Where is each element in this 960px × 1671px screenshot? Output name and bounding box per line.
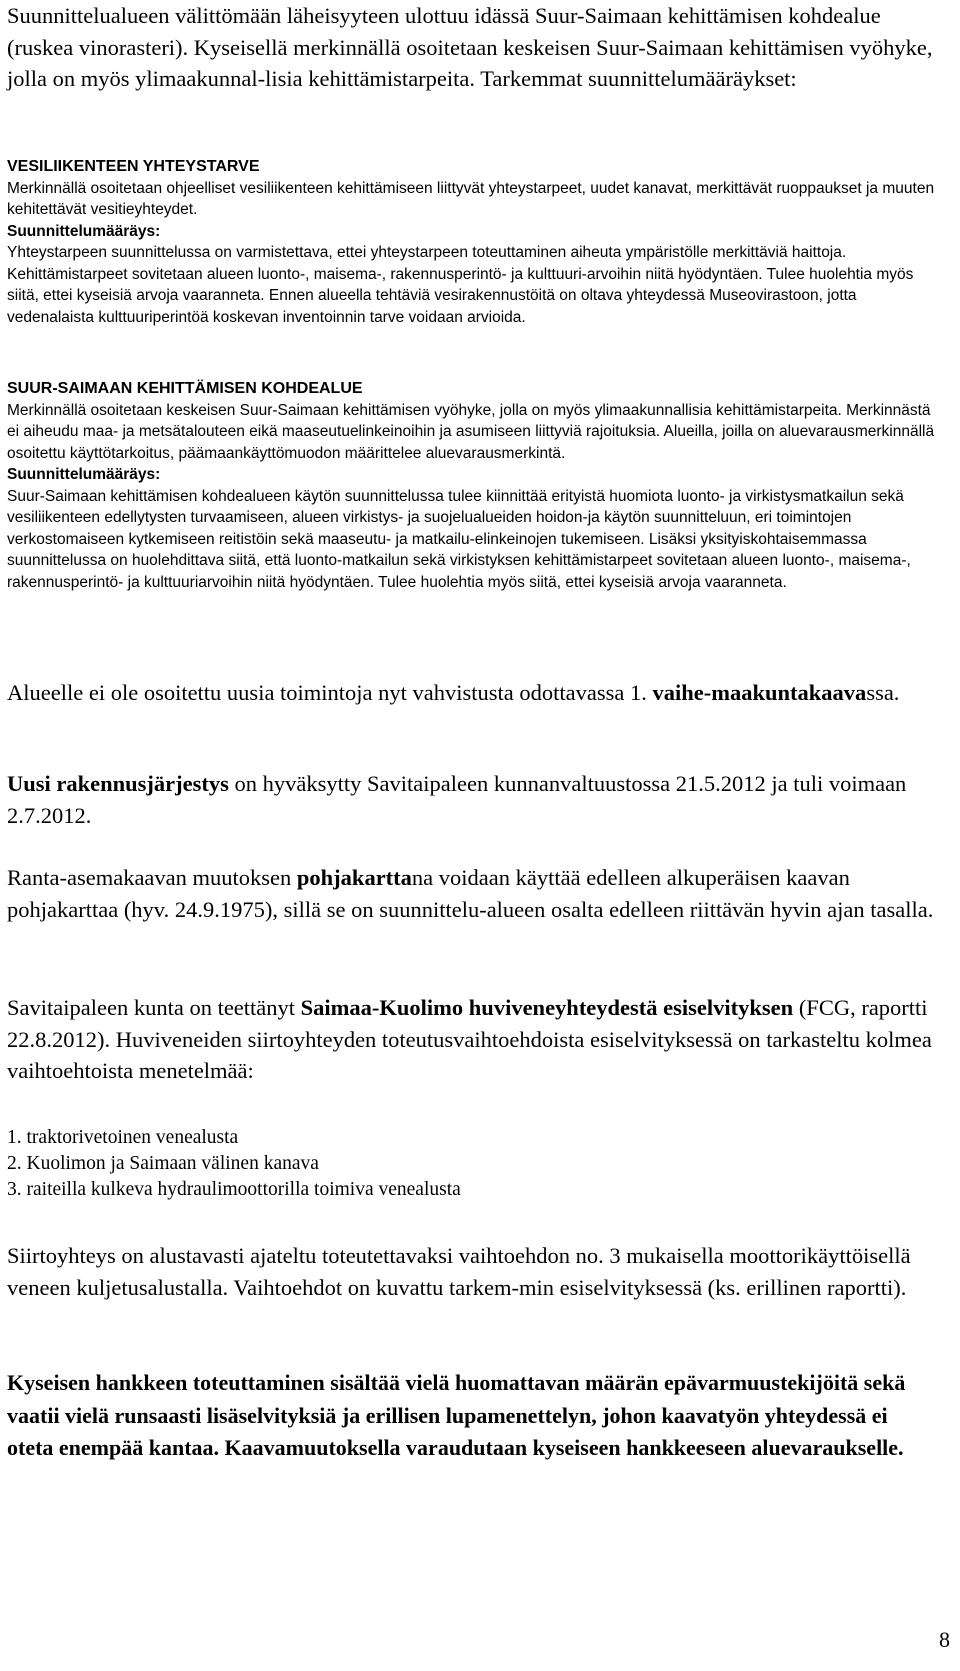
list-item: 1. traktorivetoinen venealusta [7, 1127, 239, 1148]
paragraph-pohjakartta: Ranta-asemakaavan muutoksen pohjakarttana voidaan käyttää edelleen alkuperäisen kaavan pohjakarttaa (hyv. 24.9.1975), sillä se on suunnittelu-alueen osalta edelleen riittävän hyvin ajan tasalla. [7, 865, 934, 922]
emphasis-vaihemaakuntakaava: vaihe-maakuntakaava [652, 680, 867, 705]
list-item: 2. Kuolimon ja Saimaan välinen kanava [7, 1153, 319, 1174]
paragraph-siirtoyhteys: Siirtoyhteys on alustavasti ajateltu toteutettavaksi vaihtoehdon no. 3 mukaisella moottorikäyttöisellä veneen kuljetusalustalla. Vaihtoehdot on kuvattu tarkem-min esiselvityksessä (ks. erillinen raportti). [7, 1243, 911, 1300]
section-heading-suur-saimaa: SUUR-SAIMAAN KEHITTÄMISEN KOHDEALUE [7, 380, 363, 397]
section-suur-saimaa [7, 378, 942, 593]
paragraph-vaihemaakuntakaava: Alueelle ei ole osoitettu uusia toimintoja nyt vahvistusta odottavassa 1. vaihe-maakuntakaavassa. [7, 680, 900, 705]
emphasis-rakennusjarjestys: Uusi rakennusjärjestys [7, 771, 229, 796]
alternatives-list [7, 1125, 937, 1203]
paragraph-esiselvitys: Savitaipaleen kunta on teettänyt Saimaa-Kuolimo huviveneyhteydestä esiselvityksen (FCG, raportti 22.8.2012). Huviveneiden siirtoyhteyden toteutusvaihtoehdoista esiselvityksessä on tarkasteltu kolmea vaihtoehtoista menetelmää: [7, 995, 932, 1083]
rule-text-vesiliikenne: Yhteystarpeen suunnittelussa on varmistettava, ettei yhteystarpeen toteuttaminen aiheuta ympäristölle merkittäviä haittoja. Kehittämistarpeet sovitetaan alueen luonto-, maisema-, rakennusperintö- ja kulttuuri-arvoihin niitä hyödyntäen. Tulee huolehtia myös siitä, ettei kyseisiä arvoja vaaranneta. Ennen alueella tehtäviä vesirakennustöitä on oltava yhteydessä Museovirastoon, jotta vedenalaista kulttuuriperintöä koskevan inventoinnin tarve voidaan arvioida. [7, 244, 914, 326]
section-description-vesiliikenne: Merkinnällä osoitetaan ohjeelliset vesiliikenteen kehittämiseen liittyvät yhteystarpeet, uudet kanavat, merkittävät ruoppaukset ja muuten kehitettävät vesitieyhteydet. [7, 179, 935, 218]
intro-paragraph: Suunnittelualueen välittömään läheisyyteen ulottuu idässä Suur-Saimaan kehittämisen kohdealue (ruskea vinorasteri). Kyseisellä merkinnällä osoitetaan keskeisen Suur-Saimaan kehittämisen vyöhyke, jolla on myös ylimaakunnal-lisia kehittämistarpeita. Tarkemmat suunnittelumääräykset: [7, 3, 933, 91]
rule-label-vesiliikenne: Suunnittelumääräys: [7, 222, 161, 240]
list-item: 3. raiteilla kulkeva hydraulimoottorilla toimiva venealusta [7, 1179, 461, 1200]
section-vesiliikenne [7, 156, 942, 328]
emphasis-esiselvitys: Saimaa-Kuolimo huviveneyhteydestä esiselvityksen [300, 995, 794, 1020]
paragraph-rakennusjarjestys: Uusi rakennusjärjestys on hyväksytty Savitaipaleen kunnanvaltuustossa 21.5.2012 ja tuli voimaan 2.7.2012. [7, 771, 907, 828]
rule-label-suur-saimaa: Suunnittelumääräys: [7, 466, 161, 483]
page-number: 8 [939, 1627, 950, 1652]
rule-text-suur-saimaa: Suur-Saimaan kehittämisen kohdealueen käytön suunnittelussa tulee kiinnittää erityistä huomiota luonto- ja virkistysmatkailun sekä vesiliikenteen edellytysten turvaamiseen, alueen virkistys- ja suojelualueiden hoidon-ja käytön suunnitteluun, eri toimintojen verkostomaiseen kytkemiseen reitistöin sekä maaseutu- ja matkailu-elinkeinojen tukemiseen. Lisäksi yksityiskohtaisemmassa suunnittelussa on huolehdittava siitä, että luonto-matkailun sekä virkistyksen kehittämistarpeet sovitetaan alueen luonto-, maisema-, rakennusperintö- ja kulttuuriarvoihin niitä hyödyntäen. Tulee huolehtia myös siitä, ettei kyseisiä arvoja vaaranneta. [7, 487, 911, 591]
paragraph-hanke-conclusion: Kyseisen hankkeen toteuttaminen sisältää vielä huomattavan määrän epävarmuustekijöitä sekä vaatii vielä runsaasti lisäselvityksiä ja erillisen lupamenettelyn, johon kaavatyön yhteydessä ei oteta enempää kantaa. Kaavamuutoksella varaudutaan kyseiseen hankkeeseen aluevaraukselle. [7, 1370, 906, 1460]
emphasis-pohjakartta: pohjakartta [296, 865, 412, 890]
section-heading-vesiliikenne: VESILIIKENTEEN YHTEYSTARVE [7, 158, 260, 175]
section-description-suur-saimaa: Merkinnällä osoitetaan keskeisen Suur-Saimaan kehittämisen vyöhyke, jolla on myös ylimaakunnallisia kehittämistarpeita. Merkinnästä ei aiheudu maa- ja metsätalouteen eikä maaseutuelinkeinoihin ja asumiseen liittyviä rajoituksia. Alueilla, joilla on aluevarausmerkinnällä osoitettu käyttötarkoitus, päämaankäyttömuodon määrittelee aluevarausmerkintä. [7, 401, 935, 462]
